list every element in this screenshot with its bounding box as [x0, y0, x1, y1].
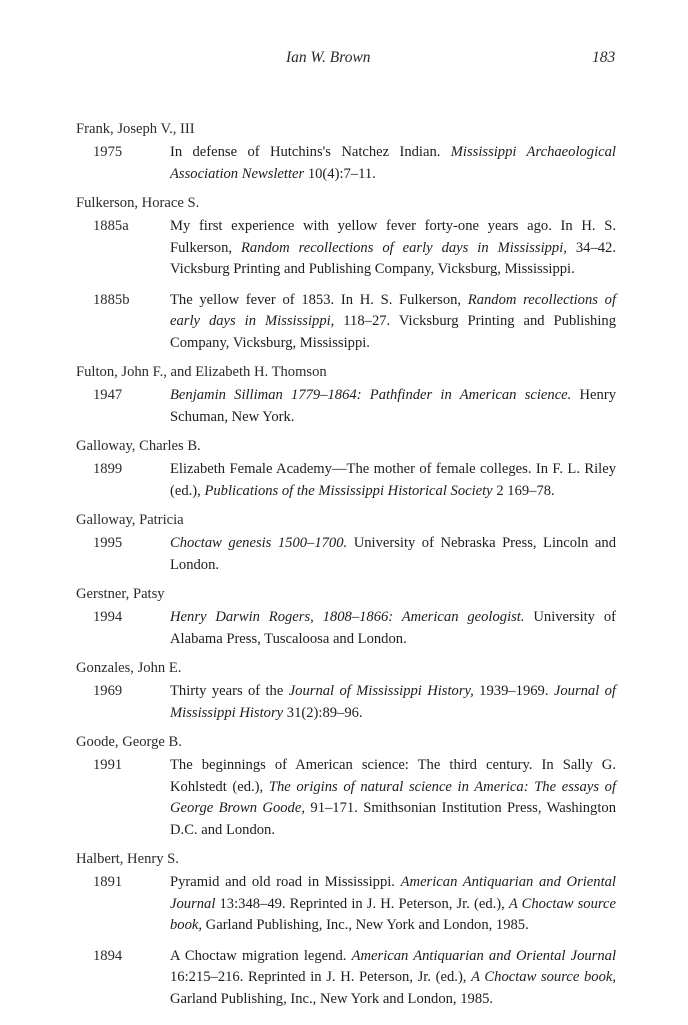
citation-text: 10(4):7–11.	[304, 165, 376, 182]
citation-title-italic: American Antiquarian and Oriental Journal	[351, 947, 616, 964]
entry-year: 1885b	[93, 291, 130, 308]
entry-year: 1991	[93, 757, 123, 773]
entry-citation	[170, 142, 616, 185]
entry-citation	[170, 755, 616, 841]
entry-citation	[170, 681, 616, 724]
citation-text: 2 169–78.	[492, 482, 555, 499]
citation-text: University of Alabama Press, Tuscaloosa and London.	[170, 609, 616, 647]
entry-citation	[170, 290, 616, 355]
citation-text: 31(2):89–96.	[283, 704, 363, 721]
citation-text: 34–42. Vicksburg Printing and Publishing Company, Vicksburg, Mississippi.	[170, 239, 617, 277]
bibliography-entry	[76, 755, 616, 841]
bibliography-entry	[76, 216, 616, 281]
entry-year: 1899	[93, 461, 123, 477]
citation-text: 91–171. Smithsonian Institution Press, Washington D.C. and London.	[170, 800, 616, 838]
entry-year: 1947	[93, 387, 123, 403]
bibliography-author: Fulkerson, Horace S.	[76, 195, 200, 211]
running-title: Ian W. Brown	[286, 49, 371, 66]
bibliography-author: Gonzales, John E.	[76, 660, 182, 676]
bibliography-entry	[76, 872, 616, 937]
citation-title-italic: Mississippi Archaeological Association Newsletter	[170, 144, 616, 182]
entry-citation	[170, 946, 616, 1011]
citation-text: Garland Publishing, Inc., New York and London, 1985.	[170, 990, 494, 1007]
bibliography-entry	[76, 533, 616, 576]
citation-text: A Choctaw migration legend.	[170, 947, 352, 964]
entry-year: 1891	[93, 874, 123, 890]
entry-year: 1969	[93, 683, 123, 699]
citation-title-italic: Journal of Mississippi History	[170, 683, 616, 721]
bibliography-author: Gerstner, Patsy	[76, 586, 165, 602]
citation-text: 16:215–216. Reprinted in J. H. Peterson, Jr. (ed.),	[170, 969, 472, 985]
bibliography-author: Halbert, Henry S.	[76, 851, 179, 867]
entry-citation	[170, 459, 616, 502]
bibliography-entry	[76, 681, 616, 724]
citation-title-italic: Choctaw genesis 1500–1700.	[170, 535, 348, 551]
citation-title-italic: Henry Darwin Rogers, 1808–1866: American geologist.	[170, 609, 525, 625]
entry-year: 1994	[93, 609, 123, 625]
citation-text: In defense of Hutchins's Natchez Indian.	[170, 144, 451, 160]
citation-text: 1939–1969.	[473, 683, 554, 699]
citation-text: Thirty years of the	[170, 683, 289, 699]
bibliography-entry	[76, 607, 616, 650]
bibliography-entry	[76, 385, 616, 428]
citation-title-italic: A Choctaw source book,	[170, 895, 616, 933]
citation-title-italic: Benjamin Silliman 1779–1864: Pathfinder in American science.	[170, 387, 572, 403]
citation-title-italic: The origins of natural science in America: The essays of George Brown Goode,	[170, 778, 616, 816]
citation-text: The beginnings of American science: The third century. In Sally G. Kohlstedt (ed.),	[170, 757, 616, 795]
citation-title-italic: Random recollections of early days in Mississippi,	[170, 291, 617, 329]
entry-year: 1975	[93, 144, 123, 160]
citation-text: My first experience with yellow fever forty-one years ago. In H. S. Fulkerson,	[170, 218, 616, 256]
entry-year: 1885a	[93, 218, 129, 234]
bibliography-author: Fulton, John F., and Elizabeth H. Thomson	[76, 364, 327, 380]
citation-title-italic: A Choctaw source book,	[471, 969, 616, 985]
citation-text: Pyramid and old road in Mississippi.	[170, 874, 401, 890]
citation-text: University of Nebraska Press, Lincoln and London.	[170, 535, 616, 573]
bibliography-author: Galloway, Patricia	[76, 512, 184, 528]
bibliography-author: Goode, George B.	[76, 734, 182, 750]
bibliography-entry	[76, 946, 616, 1011]
citation-text: Henry Schuman, New York.	[170, 387, 616, 425]
citation-title-italic: Publications of the Mississippi Historical Society	[204, 482, 493, 499]
citation-title-italic: American Antiquarian and Oriental Journal	[170, 874, 616, 912]
bibliography-author: Frank, Joseph V., III	[76, 121, 195, 137]
entry-citation	[170, 385, 616, 428]
entry-citation	[170, 533, 616, 576]
bibliography-entry	[76, 142, 616, 185]
entry-year: 1995	[93, 535, 123, 551]
citation-text: The yellow fever of 1853. In H. S. Fulkerson,	[170, 291, 468, 308]
citation-text: 13:348–49. Reprinted in J. H. Peterson, Jr. (ed.),	[215, 895, 509, 912]
citation-title-italic: Random recollections of early days in Mississippi,	[240, 239, 567, 256]
citation-text: Elizabeth Female Academy—The mother of female colleges. In F. L. Riley (ed.),	[170, 461, 616, 499]
bibliography-author: Galloway, Charles B.	[76, 438, 201, 454]
running-head	[0, 49, 688, 73]
page-number: 183	[592, 49, 616, 66]
bibliography-entry	[76, 290, 616, 355]
entry-citation	[170, 607, 616, 650]
entry-year: 1894	[93, 947, 123, 964]
bibliography-entry	[76, 459, 616, 502]
citation-text: Garland Publishing, Inc., New York and London, 1985.	[202, 917, 529, 933]
entry-citation	[170, 216, 616, 281]
citation-text: 118–27. Vicksburg Printing and Publishing Company, Vicksburg, Mississippi.	[170, 313, 616, 351]
citation-title-italic: Journal of Mississippi History,	[288, 683, 474, 699]
entry-citation	[170, 872, 616, 937]
bibliography-list	[76, 120, 616, 1010]
